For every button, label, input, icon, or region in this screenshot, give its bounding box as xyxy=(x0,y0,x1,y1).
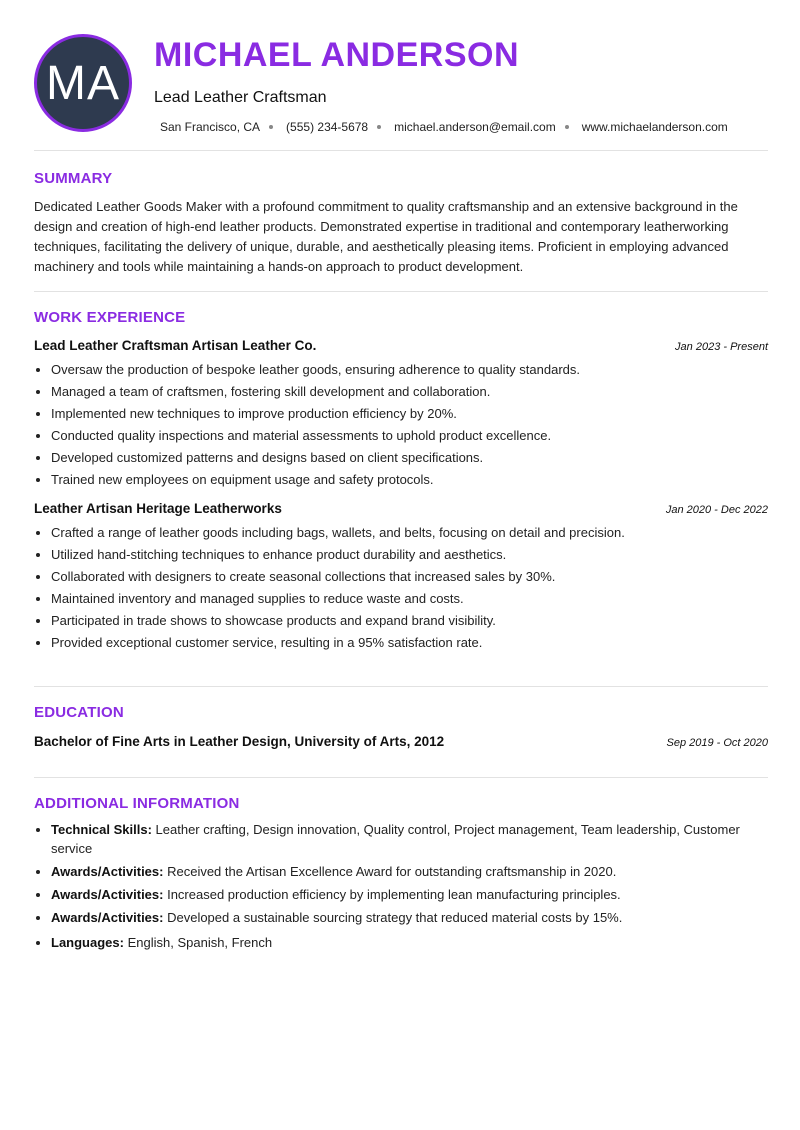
contact-phone: (555) 234-5678 xyxy=(286,120,369,134)
section-divider xyxy=(34,150,768,151)
summary-section xyxy=(34,170,768,277)
item-label: Technical Skills: xyxy=(51,822,152,837)
contact-email[interactable]: michael.anderson@email.com xyxy=(394,120,556,134)
additional-info-section xyxy=(34,795,768,956)
list-item: • Collaborated with designers to create seasonal collections that increased sales by 30%. xyxy=(51,566,768,588)
item-label: Languages: xyxy=(51,935,124,950)
avatar-initials: MA xyxy=(46,56,120,110)
job-title: Leather Artisan Heritage Leatherworks xyxy=(34,501,282,516)
education-heading: EDUCATION xyxy=(34,704,124,721)
section-divider xyxy=(34,777,768,778)
section-divider xyxy=(34,291,768,292)
list-item: • Oversaw the production of bespoke leather goods, ensuring adherence to quality standards. xyxy=(51,359,768,381)
item-label: Awards/Activities: xyxy=(51,887,164,902)
job-entry xyxy=(34,338,768,491)
list-item: • Participated in trade shows to showcase products and expand brand visibility. xyxy=(51,610,768,632)
list-item: • Provided exceptional customer service, resulting in a 95% satisfaction rate. xyxy=(51,632,768,654)
item-text: Increased production efficiency by implementing lean manufacturing principles. xyxy=(167,887,621,902)
avatar xyxy=(34,34,132,132)
item-text: Received the Artisan Excellence Award for outstanding craftsmanship in 2020. xyxy=(167,864,617,879)
list-item: • Managed a team of craftsmen, fostering skill development and collaboration. xyxy=(51,381,768,403)
summary-text: Dedicated Leather Goods Maker with a profound commitment to quality craftsmanship and an extensive background in the design and creation of high-end leather products. Demonstrated expertise in traditional and contemporary leatherworking techniques, facilitating the delivery of unique, durable, and aesthetically pleasing items. Proficient in employing advanced machinery and tools while maintaining a hands-on approach to product development. xyxy=(34,199,738,274)
separator-dot xyxy=(565,125,569,129)
job-date: Jan 2023 - Present xyxy=(675,341,768,353)
candidate-role: Lead Leather Craftsman xyxy=(154,89,327,106)
separator-dot xyxy=(377,125,381,129)
job-title: Lead Leather Craftsman Artisan Leather Co. xyxy=(34,338,317,353)
list-item xyxy=(51,933,768,952)
section-divider xyxy=(34,686,768,687)
education-section xyxy=(34,704,768,749)
list-item: • Trained new employees on equipment usage and safety protocols. xyxy=(51,469,768,491)
list-item xyxy=(51,885,768,904)
contact-info xyxy=(160,120,728,134)
resume-page xyxy=(34,0,768,950)
list-item: • Utilized hand-stitching techniques to enhance product durability and aesthetics. xyxy=(51,544,768,566)
list-item: • Crafted a range of leather goods including bags, wallets, and belts, focusing on detail and precision. xyxy=(51,522,768,544)
degree-title: Bachelor of Fine Arts in Leather Design, University of Arts, 2012 xyxy=(34,734,445,749)
list-item: • Maintained inventory and managed supplies to reduce waste and costs. xyxy=(51,588,768,610)
job-bullets xyxy=(34,359,768,491)
job-entry xyxy=(34,501,768,654)
item-text: Developed a sustainable sourcing strategy that reduced material costs by 15%. xyxy=(167,910,623,925)
summary-heading: SUMMARY xyxy=(34,170,113,187)
job-bullets xyxy=(34,522,768,654)
list-item xyxy=(51,862,768,881)
job-header xyxy=(34,501,768,516)
candidate-name: MICHAEL ANDERSON xyxy=(154,36,520,74)
contact-website[interactable]: www.michaelanderson.com xyxy=(581,120,728,134)
list-item xyxy=(51,908,768,927)
job-date: Jan 2020 - Dec 2022 xyxy=(665,504,768,516)
item-text: English, Spanish, French xyxy=(127,935,273,950)
list-item: • Implemented new techniques to improve production efficiency by 20%. xyxy=(51,403,768,425)
education-date: Sep 2019 - Oct 2020 xyxy=(666,737,768,749)
separator-dot xyxy=(269,125,273,129)
item-text: Leather crafting, Design innovation, Quality control, Project management, Team leadership, Customer service xyxy=(51,822,740,856)
list-item xyxy=(51,820,768,858)
contact-location: San Francisco, CA xyxy=(160,120,261,134)
additional-info-list xyxy=(34,820,768,952)
education-entry xyxy=(34,734,768,749)
list-item: • Developed customized patterns and designs based on client specifications. xyxy=(51,447,768,469)
item-label: Awards/Activities: xyxy=(51,910,164,925)
list-item: • Conducted quality inspections and material assessments to uphold product excellence. xyxy=(51,425,768,447)
additional-info-heading: ADDITIONAL INFORMATION xyxy=(34,795,240,812)
resume-header xyxy=(34,0,768,150)
work-experience-section xyxy=(34,309,768,654)
item-label: Awards/Activities: xyxy=(51,864,164,879)
work-experience-heading: WORK EXPERIENCE xyxy=(34,309,186,326)
job-header xyxy=(34,338,768,353)
